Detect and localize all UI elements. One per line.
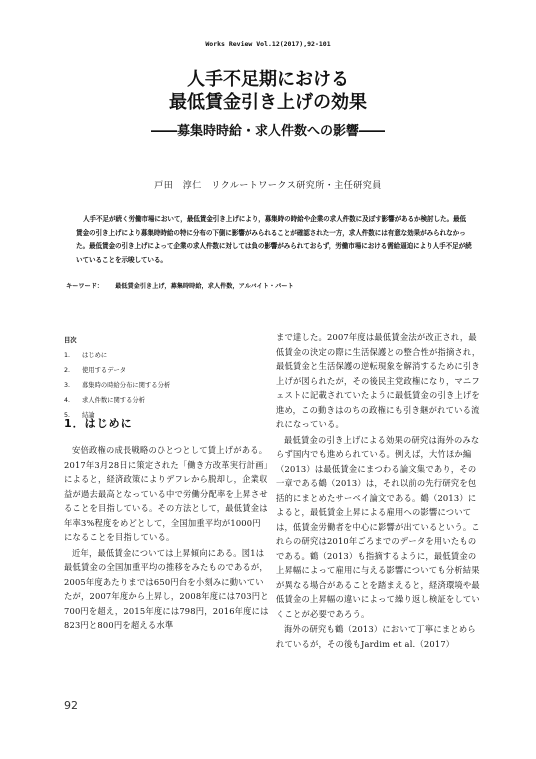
toc-item-number: 2. [64,367,71,374]
toc-item-label: 結論 [82,412,95,419]
toc-item-number: 1. [64,352,71,359]
keywords-label: キーワード： [66,283,104,290]
page-number: 92 [64,699,78,712]
title-line-1: 人手不足期における [187,69,349,90]
body-paragraph: 近年，最低賃金については上昇傾向にある。図1は最低賃金の全国加重平均の推移をみたものであるが，2005年度あたりまでは650円台を小刻みに動いていたが，2007年度から上昇し，2008年度には703円と700円を超え，2015年度には798円，2016年度には823円と800円を超える水準 [64,547,269,630]
right-column [276,330,481,652]
toc-item-number: 5. [64,412,71,419]
keywords [66,281,476,290]
abstract [76,213,472,267]
section-heading: 1．はじめに [64,417,133,430]
toc-item [64,393,264,408]
table-of-contents [64,333,264,423]
toc-title: 目次 [64,337,77,344]
body-paragraph: 海外の研究も鶴（2013）において丁寧にまとめられているが，その後もJardim et al.（2017） [276,624,476,649]
keywords-text: 最低賃金引き上げ，募集時時給，求人件数，アルバイト・パート [115,283,294,290]
toc-item-number: 3. [64,382,71,389]
toc-item [64,363,264,378]
toc-item-label: 求人件数に関する分析 [82,397,145,404]
article-subtitle: ――募集時時給・求人件数への影響―― [150,124,385,139]
abstract-text: 人手不足が続く労働市場において，最低賃金引き上げにより，募集時の時給や企業の求人件数に及ぼす影響があるか検討した。最低賃金の引き上げにより募集時時給の特に分布の下側に影響がみられることが確認された一方，求人件数には有意な効果がみられなかった。最低賃金の引き上げによって企業の求人件数に対しては負の影響がみられておらず，労働市場における需給逼迫により人手不足が続いていることを示唆している。 [76,215,472,264]
body-paragraph: 最低賃金の引き上げによる効果の研究は海外のみならず国内でも進められている。例えば，大竹ほか編（2013）は最低賃金にまつわる論文集であり，その一章である鶴（2013）は，それ以前の先行研究を包括的にまとめたサーベイ論文である。鶴（2013）によると，最低賃金上昇による雇用への影響については，低賃金労働者を中心に影響が出ているという。これらの研究は2010年ごろまでのデータを用いたものである。鶴（2013）も指摘するように，最低賃金の上昇幅によって雇用に与える影響についても分析結果が異なる場合があることを踏まえると，経済環境や最低賃金の上昇幅の違いによって繰り返し検証をしていくことが必要であろう。 [276,434,480,619]
toc-item [64,378,264,393]
article-title [0,68,536,114]
title-line-2: 最低賃金引き上げの効果 [169,92,367,113]
toc-item-number: 4. [64,397,71,404]
toc-item-label: はじめに [82,352,108,359]
body-paragraph: まで達した。2007年度は最低賃金法が改正され，最低賃金の決定の際に生活保護との整合性が指摘され，最低賃金と生活保護の逆転現象を解消するために引き上げが図られたが，その後民主党政権になり，マニフェストに記載されていたように最低賃金の引き上げを進め，この動きはのちの政権にも引き継がれている流れになっている。 [276,332,481,429]
toc-item-label: 募集時の時給分布に関する分析 [82,382,171,389]
left-column [64,443,269,634]
body-paragraph: 安倍政権の成長戦略のひとつとして賃上げがある。2017年3月28日に策定された「働き方改革実行計画」によると，経済政策によりデフレから脱却し，企業収益が過去最高となっている中で労働分配率を上昇させることを目指している。その方法として，最低賃金は年率3%程度をめどとして，全国加重平均が1000円になることを目指している。 [64,445,269,542]
author-line: 戸田 淳仁 リクルートワークス研究所・主任研究員 [154,181,382,191]
toc-item [64,348,264,363]
journal-header: Works Review Vol.12(2017),92-101 [205,40,331,48]
toc-item-label: 使用するデータ [82,367,127,374]
